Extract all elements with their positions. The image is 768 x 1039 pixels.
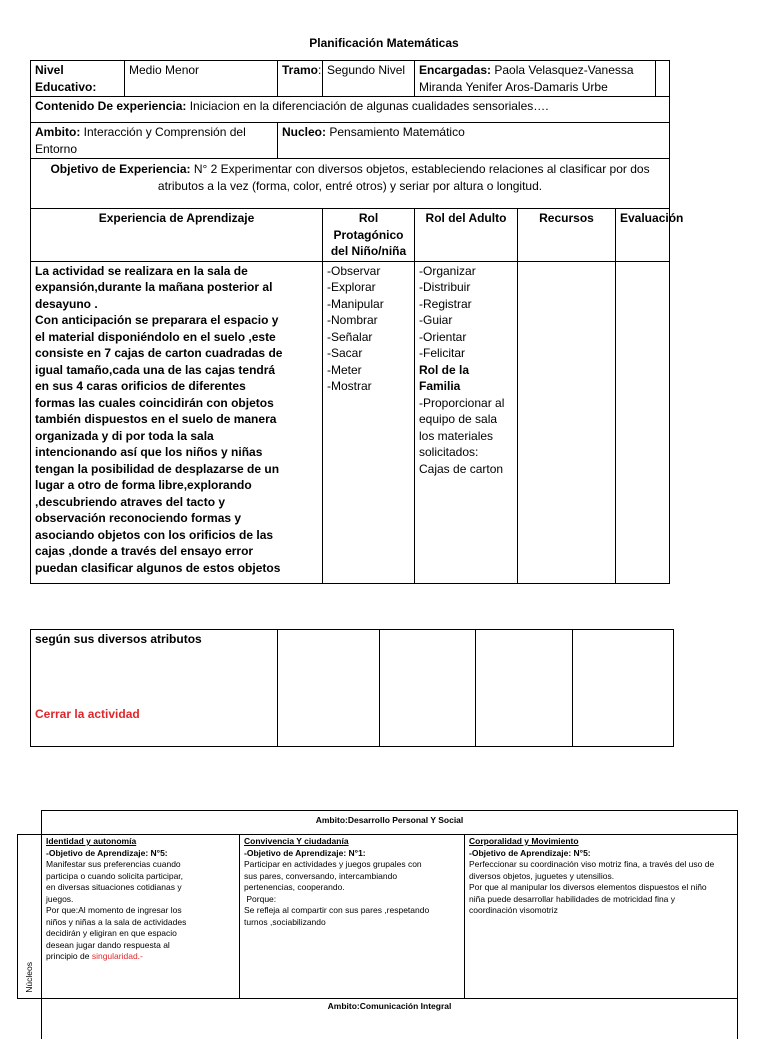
text-line: tengan la posibilidad de desplazarse de un — [35, 461, 280, 476]
text-line: participa o cuando solicita participar, — [46, 870, 184, 881]
list-item: -Mostrar — [327, 379, 372, 393]
ambito-value: Interacción y Comprensión del Entorno — [35, 125, 246, 156]
text-line: en diversas situaciones cotidianas y — [46, 882, 182, 892]
text-line: pertenencias, cooperando. — [244, 882, 345, 892]
text-line: niños y niñas a la sala de actividades — [46, 916, 187, 927]
text-line: niña puede desarrollar habilidades de motricidad fina y — [469, 893, 676, 904]
text-line: coordinación visomotriz — [469, 905, 558, 915]
text-line: formas las cuales coincidirán con objetos — [35, 395, 274, 410]
text-line: intencionando así que los niños y niñas — [35, 445, 263, 459]
page-title: Planificación Matemáticas — [309, 36, 459, 50]
text-line: lugar a otro de forma libre,explorando — [35, 478, 252, 492]
continuation-cell — [31, 630, 278, 747]
ambito-cell — [31, 123, 278, 159]
empty-cell — [476, 630, 573, 747]
convivencia-cell — [240, 835, 465, 999]
list-item: los materiales — [419, 428, 494, 443]
identidad-cell — [42, 835, 240, 999]
list-item: -Orientar — [419, 329, 467, 344]
rol-familia-title: Rol de la — [419, 362, 470, 377]
text-line: igual tamaño,cada una de las cajas tendrá — [35, 362, 276, 377]
objetivo-value: N° 2 Experimentar con diversos objetos, estableciendo relaciones al clasificar por dos atributos a la vez (forma, color, entré otros) y seriar por altura o longitud. — [157, 162, 650, 193]
text-line: puedan clasificar algunos de estos objetos — [35, 560, 281, 575]
rol-adulto-cell — [415, 261, 518, 583]
list-item: -Nombrar — [327, 313, 378, 327]
text-line: diversos objetos, juguetes y utensilios. — [469, 870, 615, 881]
text-line — [46, 951, 235, 963]
rol-nino-cell — [323, 261, 415, 583]
list-item: -Observar — [327, 263, 381, 278]
objetivo-cell: Objetivo de Experiencia: N° 2 Experimentar con diversos objetos, estableciendo relaciones al clasificar por dos atributos a la vez (forma, color, entré otros) y seriar por altura o longitud. — [31, 159, 670, 209]
ambito-header: Ambito:Comunicación Integral — [42, 999, 738, 1039]
list-item: equipo de sala — [419, 412, 498, 426]
contenido-value: Iniciacion en la diferenciación de algunas cualidades sensoriales…. — [189, 99, 549, 113]
list-item: -Registrar — [419, 296, 472, 311]
col-header-rol-adulto: Rol del Adulto — [415, 209, 518, 262]
nivel-value: Medio Menor — [125, 61, 278, 97]
recursos-cell — [518, 261, 616, 583]
text-line: Por que:Al momento de ingresar los — [46, 905, 182, 915]
text-line: Porque: — [244, 893, 277, 904]
nucleo-title: Convivencia Y ciudadanía — [244, 836, 349, 846]
text-line: turnos ,sociabilizando — [244, 916, 326, 927]
list-item: -Felicitar — [419, 346, 466, 360]
objetivo-aprendizaje: -Objetivo de Aprendizaje: N°5: — [46, 847, 168, 858]
rol-familia-title: Familia — [419, 379, 461, 393]
text-line: La actividad se realizara en la sala de — [35, 263, 248, 278]
empty-cell — [18, 999, 42, 1039]
text-line: decidirán y eligiran en que espacio — [46, 928, 177, 938]
text-line: observación reconociendo formas y — [35, 511, 242, 525]
nucleo-cell — [278, 123, 670, 159]
list-item: solicitados: — [419, 445, 479, 459]
list-item: Cajas de carton — [419, 461, 504, 476]
text-line: juegos. — [46, 893, 74, 904]
continuation-text: según sus diversos atributos — [35, 632, 202, 646]
tramo-value: Segundo Nivel — [323, 61, 415, 97]
col-header-rol-nino: Rol Protagónico del Niño/niña — [323, 209, 415, 262]
list-item: -Proporcionar al — [419, 395, 505, 410]
tramo-cell: Tramo: — [278, 61, 323, 97]
text-line: organizada y di por toda la sala — [35, 428, 214, 443]
continuation-table — [30, 629, 674, 747]
nucleo-title: Corporalidad y Movimiento — [469, 836, 579, 846]
encargadas-label: Encargadas: — [419, 63, 492, 77]
ambitos-table — [17, 810, 738, 1039]
list-item: -Meter — [327, 362, 362, 377]
planning-table — [30, 60, 684, 584]
list-item: -Guiar — [419, 313, 453, 327]
empty-cell — [380, 630, 476, 747]
ambito-header: Ambito:Desarrollo Personal Y Social — [42, 811, 738, 835]
list-item: -Señalar — [327, 329, 373, 344]
text-line: ,descubriendo atraves del tacto y — [35, 494, 226, 509]
ambito-label: Ambito: — [35, 125, 81, 139]
list-item: -Sacar — [327, 346, 363, 360]
experiencia-cell — [31, 261, 323, 583]
empty-cell — [278, 630, 380, 747]
text-line: Se refleja al compartir con sus pares ,respetando — [244, 905, 430, 915]
text-line: en sus 4 caras orificios de diferentes — [35, 379, 246, 393]
nucleos-cell — [18, 835, 42, 999]
text-line: el material disponiéndolo en el suelo ,este — [35, 329, 276, 344]
nivel-label: Nivel Educativo: — [31, 61, 125, 97]
objetivo-aprendizaje: -Objetivo de Aprendizaje: N°1: — [244, 847, 366, 858]
text-line: asociando objetos con los orificios de las — [35, 527, 274, 542]
objetivo-label: Objetivo de Experiencia — [50, 162, 187, 176]
text-prefix: principio de — [46, 951, 92, 961]
empty-cell — [656, 61, 670, 97]
contenido-cell: Contenido De experiencia: Iniciacion en la diferenciación de algunas cualidades sensoriales…. — [31, 97, 670, 123]
text-line: Participar en actividades y juegos grupales con — [244, 859, 422, 869]
evaluacion-cell — [616, 261, 670, 583]
col-header-evaluacion: Evaluación — [616, 209, 670, 262]
contenido-label: Contenido De experiencia — [35, 99, 183, 113]
text-line: cajas ,donde a través del ensayo error — [35, 544, 254, 558]
text-line: Por que al manipular los diversos elementos dispuestos el niño — [469, 882, 707, 892]
tramo-label: Tramo — [282, 63, 319, 77]
list-item: -Organizar — [419, 263, 476, 278]
nucleo-value: Pensamiento Matemático — [329, 125, 465, 139]
list-item: -Explorar — [327, 280, 376, 294]
col-header-recursos: Recursos — [518, 209, 616, 262]
highlight-text: singularidad.- — [91, 951, 143, 961]
nucleos-label: Núcleos — [23, 961, 34, 993]
text-line: sus pares, conversando, intercambiando — [244, 870, 398, 881]
nucleo-label: Nucleo: — [282, 125, 327, 139]
corporalidad-cell — [465, 835, 738, 999]
nucleo-title: Identidad y autonomía — [46, 836, 137, 846]
text-line: desean jugar dando respuesta al — [46, 939, 170, 950]
col-header-experiencia: Experiencia de Aprendizaje — [31, 209, 323, 262]
encargadas-value: Paola Velasquez-Vanessa Miranda Yenifer Aros-Damaris Urbe — [419, 63, 634, 94]
text-line: expansión,durante la mañana posterior al — [35, 280, 273, 294]
text-line: también dispuestos en el suelo de manera — [35, 412, 277, 426]
text-line: Perfeccionar su coordinación viso motriz fina, a través del uso de — [469, 859, 715, 869]
text-line: Manifestar sus preferencias cuando — [46, 859, 181, 869]
text-line: Con anticipación se preparara el espacio y — [35, 313, 279, 327]
empty-cell — [18, 811, 42, 835]
text-line: consiste en 7 cajas de carton cuadradas de — [35, 346, 283, 360]
encargadas-cell — [415, 61, 656, 97]
empty-cell — [573, 630, 674, 747]
text-line: desayuno . — [35, 296, 98, 311]
objetivo-aprendizaje: -Objetivo de Aprendizaje: N°5: — [469, 847, 591, 858]
list-item: -Distribuir — [419, 280, 471, 294]
cerrar-actividad: Cerrar la actividad — [35, 706, 140, 721]
list-item: -Manipular — [327, 296, 384, 311]
